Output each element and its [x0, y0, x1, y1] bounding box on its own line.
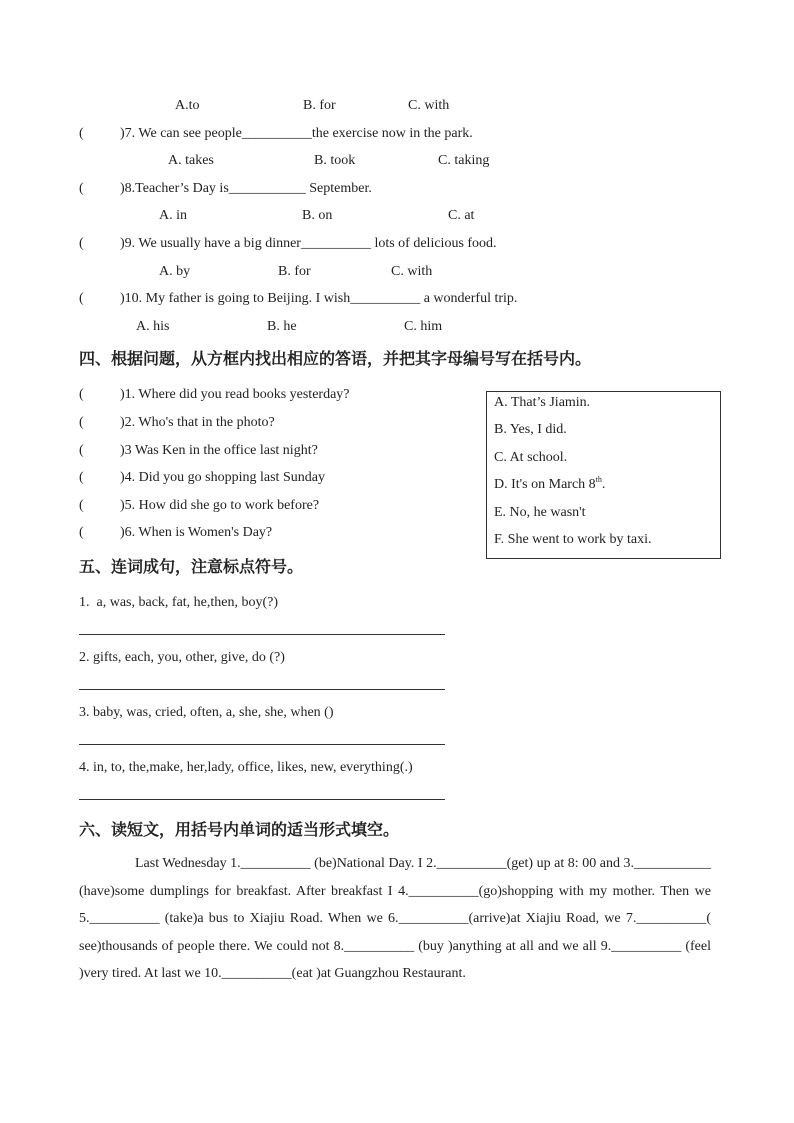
- sentence-prompt: 2. gifts, each, you, other, give, do (?): [79, 650, 285, 665]
- question-text: )4. Did you go shopping last Sunday: [120, 470, 325, 485]
- answer-option-a: A. That’s Jiamin.: [494, 395, 591, 410]
- option-a: A. by: [159, 264, 191, 279]
- option-c: C. with: [391, 264, 433, 279]
- question-text: )8.Teacher’s Day is___________ September.: [120, 181, 372, 196]
- sentence-prompt: 4. in, to, the,make, her,lady, office, likes, new, everything(.): [79, 760, 413, 775]
- option-b: B. took: [314, 153, 356, 168]
- answer-paren: (: [79, 291, 84, 306]
- question-text: )2. Who's that in the photo?: [120, 415, 275, 430]
- answer-paren: (: [79, 415, 84, 430]
- answer-option-d: [494, 476, 605, 494]
- section-heading: 六、读短文，用括号内单词的适当形式填空。: [79, 820, 400, 839]
- answer-option-e: E. No, he wasn't: [494, 505, 586, 520]
- answer-paren: (: [79, 525, 84, 540]
- sentence-prompt: 3. baby, was, cried, often, a, she, she, when (): [79, 705, 334, 720]
- option-a: A. takes: [168, 153, 214, 168]
- question-text: )3 Was Ken in the office last night?: [120, 443, 318, 458]
- option-b: B. for: [303, 98, 336, 113]
- ordinal-suffix: th: [595, 475, 602, 484]
- question-text: )5. How did she go to work before?: [120, 498, 320, 513]
- option-c: C. at: [448, 208, 475, 223]
- question-text: )9. We usually have a big dinner__________ lots of delicious food.: [120, 236, 497, 251]
- answer-option-b: B. Yes, I did.: [494, 422, 567, 437]
- option-c: C. with: [408, 98, 450, 113]
- option-a: A. his: [136, 319, 170, 334]
- option-b: B. on: [302, 208, 333, 223]
- answer-paren: (: [79, 498, 84, 513]
- answer-paren: (: [79, 443, 84, 458]
- answer-paren: (: [79, 126, 84, 141]
- answer-line: [79, 744, 445, 745]
- answer-paren: (: [79, 236, 84, 251]
- answer-box: [486, 391, 721, 559]
- answer-paren: (: [79, 470, 84, 485]
- answer-option-d-text: D. It's on March 8: [494, 477, 596, 492]
- question-text: )6. When is Women's Day?: [120, 525, 273, 540]
- answer-paren: (: [79, 181, 84, 196]
- answer-line: [79, 689, 445, 690]
- option-b: B. he: [267, 319, 297, 334]
- answer-option-f: F. She went to work by taxi.: [494, 532, 652, 547]
- section-heading: 五、连词成句，注意标点符号。: [79, 557, 304, 576]
- question-text: )7. We can see people__________the exercise now in the park.: [120, 126, 473, 141]
- section-heading: 四、根据问题，从方框内找出相应的答语，并把其字母编号写在括号内。: [79, 349, 592, 368]
- answer-option-c: C. At school.: [494, 450, 568, 465]
- option-c: C. taking: [438, 153, 490, 168]
- sentence-prompt: 1. a, was, back, fat, he,then, boy(?): [79, 595, 279, 610]
- answer-line: [79, 799, 445, 800]
- option-a: A. in: [159, 208, 187, 223]
- option-b: B. for: [278, 264, 311, 279]
- question-text: )10. My father is going to Beijing. I wish__________ a wonderful trip.: [120, 291, 518, 306]
- cloze-passage: Last Wednesday 1.__________ (be)National Day. I 2.__________(get) up at 8: 00 and 3.___________ (have)some dumplings for breakfast. After breakfast I 4.__________(go)shopping with my mother. Then we 5.__________ (take)a bus to Xiajiu Road. When we 6.__________(arrive)at Xiajiu Road, we 7.__________( see)thousands of people there. We could not 8.__________ (buy )anything at all and we all 9.__________ (feel )very tired. At last we 10.__________(eat )at Guangzhou Restaurant.: [79, 856, 711, 982]
- question-text: )1. Where did you read books yesterday?: [120, 387, 350, 402]
- answer-paren: (: [79, 387, 84, 402]
- option-a: A.to: [175, 98, 200, 113]
- option-c: C. him: [404, 319, 443, 334]
- answer-line: [79, 634, 445, 635]
- answer-option-d-period: .: [601, 477, 606, 492]
